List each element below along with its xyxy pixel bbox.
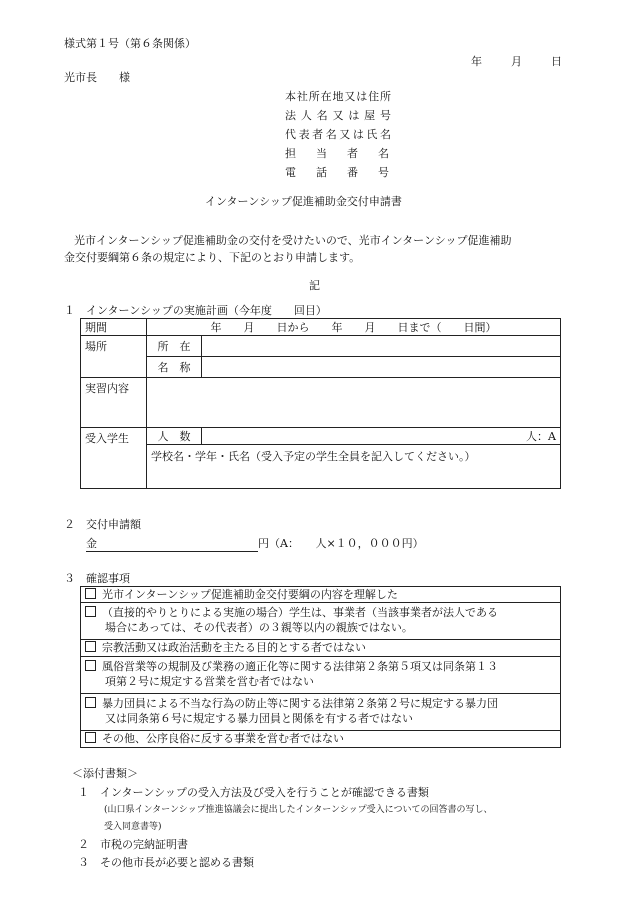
- confirmation-table: [80, 586, 561, 748]
- section1-heading: １ インターンシップの実施計画（今年度 回目）: [64, 304, 327, 317]
- intro-line-2: 金交付要綱第６条の規定により、下記のとおり申請します。: [64, 251, 361, 264]
- plan-table: [80, 318, 561, 489]
- confirm-item-4[interactable]: 風俗営業等の規制及び業務の適正化等に関する法律第２条第５項又は同条第１３ 項第２号に規定する営業を営む者ではない: [81, 657, 561, 694]
- signature-field-company: 法人名又は屋号: [285, 109, 391, 122]
- confirm-item-3[interactable]: 宗教活動又は政治活動を主たる目的とする者ではない: [81, 640, 561, 657]
- section2-heading: ２ 交付申請額: [64, 518, 141, 531]
- signature-field-phone: 電話番号: [285, 166, 389, 179]
- signature-field-contact: 担当者名: [285, 147, 389, 160]
- content-label: 実習内容: [81, 378, 147, 428]
- place-name-field[interactable]: [202, 357, 561, 378]
- kin-label: 金: [86, 537, 97, 550]
- amount-field[interactable]: [86, 535, 258, 552]
- date-line: [471, 53, 562, 69]
- date-year: 年: [471, 55, 482, 68]
- checkbox-icon[interactable]: [85, 606, 96, 617]
- signature-field-address: 本社所在地又は住所: [285, 90, 391, 103]
- date-day: 日: [551, 55, 562, 68]
- signature-block: [285, 87, 391, 182]
- document-title: インターンシップ促進補助金交付申請書: [205, 195, 402, 208]
- students-note: 学校名・学年・氏名（受入予定の学生全員を記入してください。）: [151, 450, 476, 463]
- checkbox-icon[interactable]: [85, 697, 96, 708]
- attachment-item-1: １ インターンシップの受入方法及び受入を行うことが確認できる書類: [78, 786, 429, 799]
- intro-paragraph: [64, 232, 511, 266]
- section3-heading: ３ 確認事項: [64, 572, 130, 585]
- checkbox-icon[interactable]: [85, 641, 96, 652]
- headcount-unit: 人：A: [526, 430, 556, 443]
- confirm-item-1[interactable]: 光市インターンシップ促進補助金交付要綱の内容を理解した: [81, 587, 561, 603]
- date-month: 月: [511, 55, 522, 68]
- checkbox-icon[interactable]: [85, 588, 96, 599]
- place-label: 場所: [81, 336, 147, 378]
- amount-formula: 円（A： 人×１０，０００円）: [258, 537, 424, 550]
- attachment-item-1-note-1: (山口県インターンシップ推進協議会に提出したインターンシップ受入についての回答書の写し、: [104, 805, 493, 815]
- period-label: 期間: [81, 319, 147, 336]
- period-value[interactable]: 年 月 日から 年 月 日まで（ 日間）: [147, 319, 561, 336]
- place-address-label: 所 在: [147, 336, 202, 357]
- confirm-item-2[interactable]: （直接的やりとりによる実施の場合）学生は、事業者（当該事業者が法人である 場合にあっては、その代表者）の３親等以内の親族ではない。: [81, 603, 561, 640]
- intro-line-1: 光市インターンシップ促進補助金の交付を受けたいので、光市インターンシップ促進補助: [74, 234, 512, 247]
- students-note-field[interactable]: [147, 445, 561, 489]
- attachment-item-3: ３ その他市長が必要と認める書類: [78, 856, 254, 869]
- students-label: 受入学生: [81, 428, 147, 489]
- attachment-item-1-note-2: 受入同意書等): [104, 822, 162, 832]
- attachments-heading: ＜添付書類＞: [72, 767, 138, 780]
- content-field[interactable]: [147, 378, 561, 428]
- confirm-item-6[interactable]: その他、公序良俗に反する事業を営む者ではない: [81, 731, 561, 748]
- place-name-label: 名 称: [147, 357, 202, 378]
- signature-field-representative: 代表者名又は氏名: [285, 128, 391, 141]
- place-address-field[interactable]: [202, 336, 561, 357]
- checkbox-icon[interactable]: [85, 660, 96, 671]
- amount-line: [86, 535, 424, 552]
- headcount-field[interactable]: [202, 428, 561, 445]
- ki-label: 記: [309, 279, 320, 292]
- checkbox-icon[interactable]: [85, 732, 96, 743]
- confirm-item-5[interactable]: 暴力団員による不当な行為の防止等に関する法律第２条第２号に規定する暴力団 又は同条第６号に規定する暴力団員と関係を有する者ではない: [81, 694, 561, 731]
- headcount-label: 人 数: [147, 428, 202, 445]
- form-number: 様式第１号（第６条関係）: [64, 37, 196, 50]
- attachment-item-2: ２ 市税の完納証明書: [78, 838, 188, 851]
- addressee: 光市長 様: [64, 71, 130, 84]
